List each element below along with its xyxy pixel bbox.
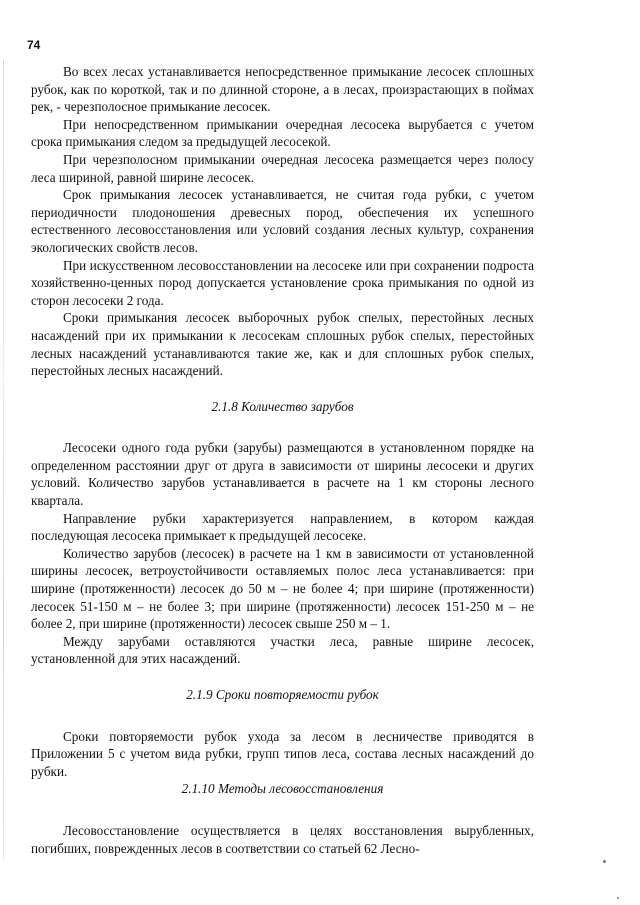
scan-speck <box>617 897 619 899</box>
paragraph: Лесовосстановление осуществляется в целях восстановления вырубленных, погибших, поврежденных лесов в соответствии со статьей 62 Лесно- <box>31 822 534 856</box>
paragraph: Лесосеки одного года рубки (зарубы) размещаются в установленном порядке на определенном расстоянии друг от друга в зависимости от ширины лесосеки и других условий. Количество зарубов устанавливается в расчете на 1 км стороны лесного квартала. <box>31 440 534 509</box>
paragraph: Направление рубки характеризуется направлением, в котором каждая последующая лесосека примыкает к предыдущей лесосеке. <box>31 510 534 544</box>
paragraph: При непосредственном примыкании очередная лесосека вырубается с учетом срока примыкания следом за предыдущей лесосекой. <box>31 116 534 150</box>
scan-speck <box>603 860 606 863</box>
paragraph: Сроки повторяемости рубок ухода за лесом в лесничестве приводятся в Приложении 5 с учетом вида рубки, групп типов леса, состава лесных насаждений до рубки. <box>31 728 534 779</box>
section-heading: 2.1.10 Методы лесовосстановления <box>181 781 384 797</box>
document-body <box>31 63 534 857</box>
paragraph: При искусственном лесовосстановлении на лесосеке или при сохранении подроста хозяйственно-ценных пород допускается установление срока примыкания по одной из сторон лесосеки 2 года. <box>31 257 534 308</box>
section-heading: 2.1.8 Количество зарубов <box>211 398 354 414</box>
paragraph: Во всех лесах устанавливается непосредственное примыкание лесосек сплошных рубок, как по короткой, так и по длинной стороне, а в лесах, произрастающих в поймах рек, - черезполосное примыкание лесосек. <box>31 64 534 115</box>
paragraph: При черезполосном примыкании очередная лесосека размещается через полосу леса шириной, равной ширине лесосек. <box>31 151 534 185</box>
paragraph: Сроки примыкания лесосек выборочных рубок спелых, перестойных лесных насаждений при их примыкании к лесосекам сплошных рубок спелых, перестойных лесных насаждений устанавливаются такие же, как и для сплошных рубок спелых, перестойных лесных насаждений. <box>31 310 534 379</box>
section-heading: 2.1.9 Сроки повторяемости рубок <box>186 687 379 702</box>
page-edge-shadow <box>3 60 4 860</box>
paragraph: Количество зарубов (лесосек) в расчете на 1 км в зависимости от установленной ширины лесосек, ветроустойчивости оставляемых полос леса устанавливается: при ширине (протяженности) лесосек до 50 м – не более 4; при ширине (протяженности) лесосек 51-150 м – не более 3; при ширине (протяженности) лесосек 151-250 м – не более 2, при ширине (протяженности) лесосек свыше 250 м – 1. <box>31 545 534 632</box>
paragraph: Срок примыкания лесосек устанавливается, не считая года рубки, с учетом периодичности плодоношения древесных пород, обеспечения их успешного естественного лесовосстановления или условий создания лесных культур, сохранения экологических свойств лесов. <box>31 187 534 255</box>
paragraph: Между зарубами оставляются участки леса, равные ширине лесосек, установленной для этих насаждений. <box>31 633 534 667</box>
page-number: 74 <box>27 38 41 52</box>
